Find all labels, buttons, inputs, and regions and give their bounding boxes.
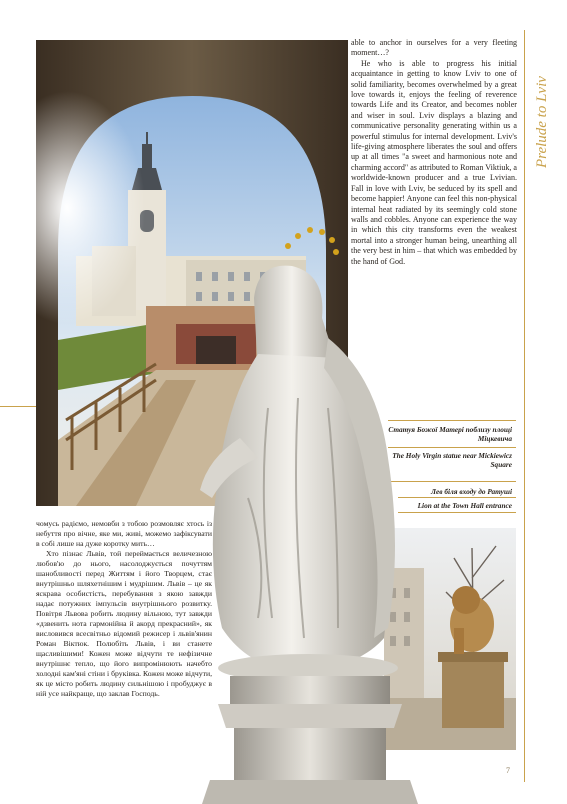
statue-caption-english: The Holy Virgin statue near Mickiewicz Square — [392, 451, 512, 469]
gold-horizontal-rule — [0, 406, 36, 407]
statue-caption-ukrainian: Статуя Божої Матері поблизу площі Міцкевича — [388, 425, 512, 443]
ukrainian-body-text — [36, 519, 212, 699]
lion-caption-english: Lion at the Town Hall entrance — [417, 501, 512, 510]
english-paragraph: able to anchor in ourselves for a very fleeting moment…? — [351, 38, 517, 58]
lion-caption-ukrainian: Лев біля входу до Ратуші — [431, 487, 512, 496]
virgin-mary-statue-image — [188, 258, 456, 804]
page-number: 7 — [506, 766, 510, 775]
english-body-text — [351, 38, 517, 267]
ukrainian-paragraph: чомусь радіємо, немовби з тобою розмовляє хтось із небуття про вічне, яке ми, живі, можемо зафіксувати в собі лише на дуже коротку мить… — [36, 519, 212, 548]
english-paragraph: He who is able to progress his initial acquaintance in getting to know Lviv to one of solid familiarity, becomes overwhelmed by a great love towards it, enjoys the feeling of reverence towards Life and its Creator, and becomes nobler and wiser in soul. Lviv displays a blazing and communicative personality generating within us a powerful stimulus for internal development. Lviv's life-giving atmosphere liberates the soul and offers up at all times "a sweet and harmonious note and charming accord" as attributed to Roman Viktiuk, a worldwide-known producer and a true Lvivian. Fall in love with Lviv, be seduced by its spell and become happier! Anyone can feel this non-physical internal heat radiated by its seemingly cold stone walls and cobbles. Anyone can experience the way in which this city transforms even the weakest mortal into a stronger human being, unearthing all the very best in him – that which was embedded by the hand of God. — [351, 58, 517, 266]
ukrainian-paragraph: Хто пізнає Львів, той переймається величезною любов'ю до нього, насолоджується почуттям шанобливості перед Життям і його Творцем, стає внутрішньо шляхетнішим і мудрішим. Львів – це як яскрава особистість, перебування з якою завжди надає потужних імпульсів внутрішнього розвитку. Повітря Львова робить людину вільною, тут завжди «дзвенить нота гармонійна й акорд прекрасний», як висловився всесвітньо відомий режисер і львів'янин Роман Віктюк. Полюбіть Львів, і ви станете щасливішими! Кожен може відчути те нефізичне внутрішнє тепло, що його випромінюють начебто холодні кам'яні стіни і бруківка. Кожен може відчути, як це місто робить людину сильнішою і пробуджує в ній усе найкраще, що заклав Господь. — [36, 549, 212, 698]
side-title-text: Prelude to Lviv — [534, 76, 550, 168]
